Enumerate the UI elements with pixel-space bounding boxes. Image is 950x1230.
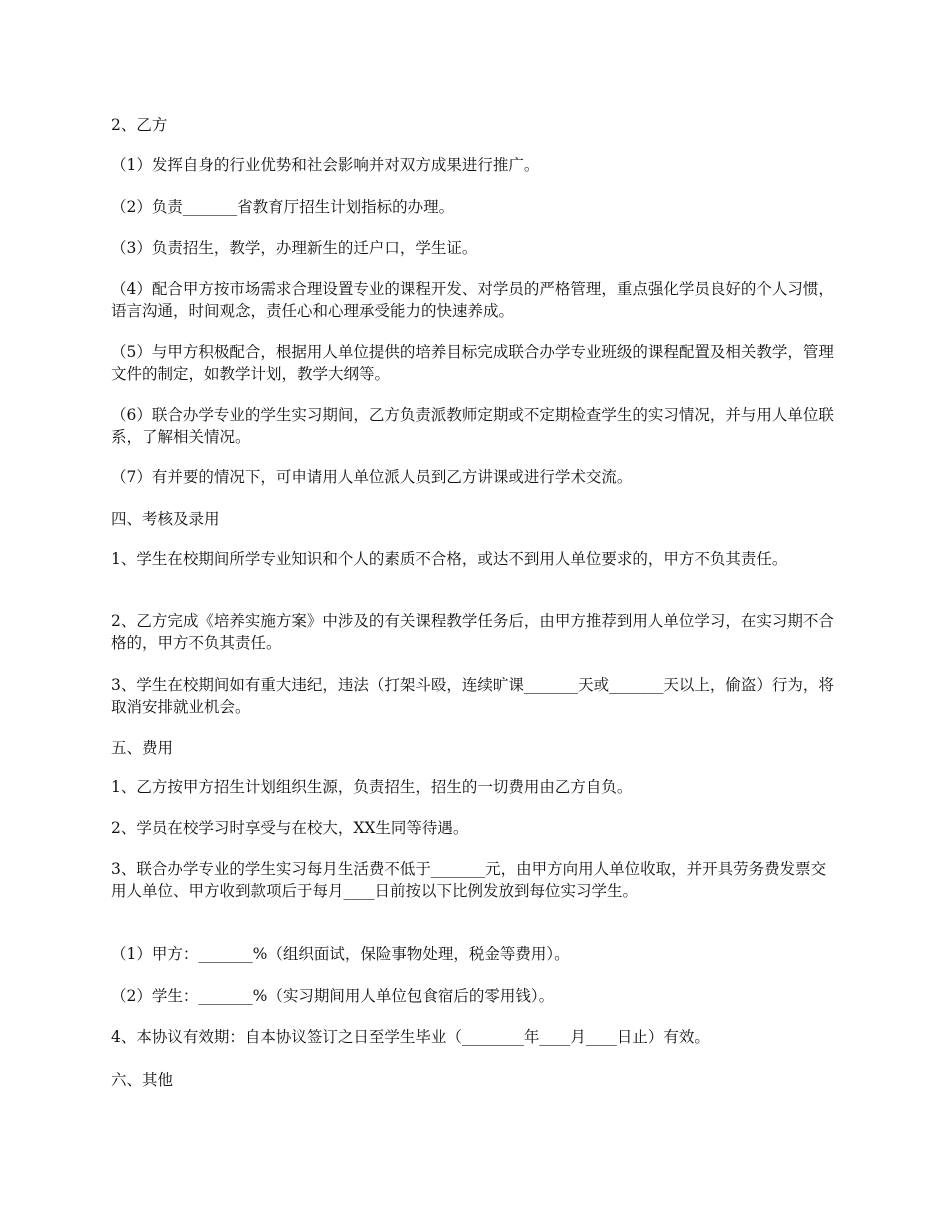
clause-paragraph: 2、乙方完成《培养实施方案》中涉及的有关课程教学任务后，由甲方推荐到用人单位学习，在实习期不合格的，甲方不负其责任。 — [111, 612, 834, 652]
clause-paragraph: （2）负责_______省教育厅招生计划指标的办理。 — [111, 198, 455, 216]
clause-paragraph: （4）配合甲方按市场需求合理设置专业的课程开发、对学员的严格管理，重点强化学员良好的个人习惯，语言沟通，时间观念，责任心和心理承受能力的快速养成。 — [111, 280, 834, 320]
clause-paragraph: 1、乙方按甲方招生计划组织生源，负责招生，招生的一切费用由乙方自负。 — [111, 778, 633, 796]
clause-paragraph: 3、联合办学专业的学生实习每月生活费不低于_______元，由甲方向用人单位收取，并开具劳务费发票交用人单位、甲方收到款项后于每月____日前按以下比例发放到每位实习学生。 — [111, 860, 827, 900]
section-heading: 六、其他 — [111, 1071, 174, 1089]
clause-paragraph: （3）负责招生，教学，办理新生的迁户口，学生证。 — [111, 239, 478, 257]
clause-paragraph: （6）联合办学专业的学生实习期间，乙方负责派教师定期或不定期检查学生的实习情况，并与用人单位联系，了解相关情况。 — [111, 406, 834, 446]
clause-paragraph: 4、本协议有效期：自本协议签订之日至学生毕业（________年____月____日止）有效。 — [111, 1028, 710, 1046]
clause-paragraph: （7）有并要的情况下，可申请用人单位派人员到乙方讲课或进行学术交流。 — [111, 468, 633, 486]
section-heading: 2、乙方 — [111, 116, 168, 134]
clause-paragraph: （1）发挥自身的行业优势和社会影响并对双方成果进行推广。 — [111, 156, 540, 174]
section-heading: 四、考核及录用 — [111, 510, 220, 528]
clause-paragraph: （5）与甲方积极配合，根据用人单位提供的培养目标完成联合办学专业班级的课程配置及相关教学，管理文件的制定，如教学计划，教学大纲等。 — [111, 343, 834, 383]
clause-paragraph: 3、学生在校期间如有重大违纪，违法（打架斗殴，连续旷课_______天或_______天以上，偷盗）行为，将取消安排就业机会。 — [111, 676, 834, 716]
section-heading: 五、费用 — [111, 739, 174, 757]
clause-paragraph: （2）学生：_______%（实习期间用人单位包食宿后的零用钱）。 — [111, 987, 555, 1005]
clause-paragraph: 1、学生在校期间所学专业知识和个人的素质不合格，或达不到用人单位要求的，甲方不负其责任。 — [111, 550, 788, 568]
clause-paragraph: 2、学员在校学习时享受与在校大，XX生同等待遇。 — [111, 819, 469, 837]
clause-paragraph: （1）甲方：_______%（组织面试，保险事物处理，税金等费用）。 — [111, 945, 570, 963]
